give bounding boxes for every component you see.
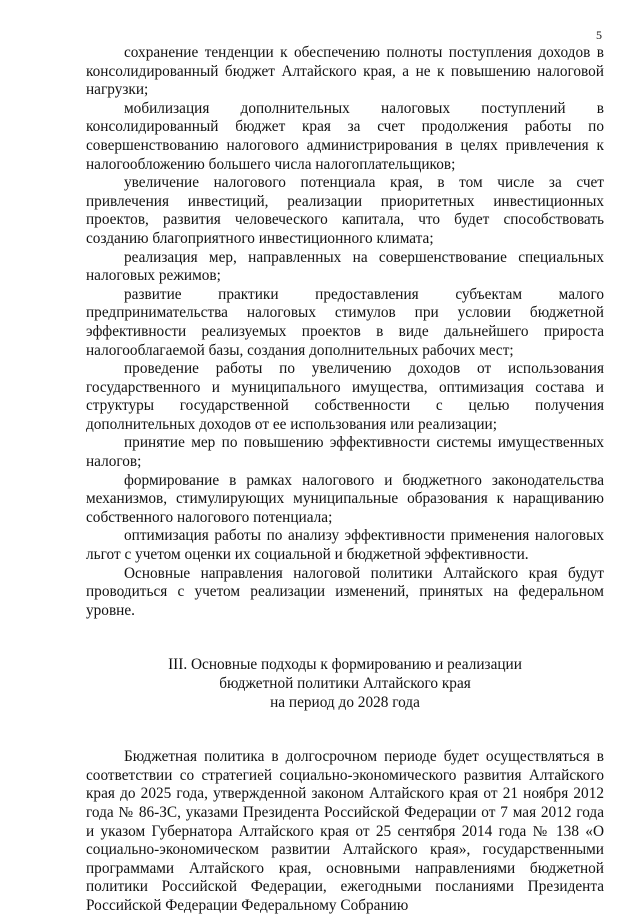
- paragraph: принятие мер по повышению эффективности системы имущественных налогов;: [86, 434, 604, 471]
- paragraph: сохранение тенденции к обеспечению полноты поступления доходов в консолидированный бюджет Алтайского края, а не к повышению налоговой нагрузки;: [86, 44, 604, 99]
- paragraph: Основные направления налоговой политики Алтайского края будут проводиться с учетом реализации изменений, принятых на федеральном уровне.: [86, 564, 604, 619]
- page-number: 5: [596, 28, 602, 42]
- document-body: [86, 44, 604, 916]
- paragraph: увеличение налогового потенциала края, в том числе за счет привлечения инвестиций, реализации приоритетных инвестиционных проектов, развития человеческого капитала, что будет способствовать созданию благоприятного инвестиционного климата;: [86, 174, 604, 247]
- paragraph: проведение работы по увеличению доходов от использования государственного и муниципального имущества, оптимизация состава и структуры государственной собственности с целью получения дополнительных доходов от ее использования или реализации;: [86, 360, 604, 433]
- section-heading: [86, 656, 604, 712]
- paragraph: реализация мер, направленных на совершенствование специальных налоговых режимов;: [86, 248, 604, 285]
- paragraph: оптимизация работы по анализу эффективности применения налоговых льгот с учетом оценки их социальной и бюджетной эффективности.: [86, 527, 604, 564]
- paragraph: развитие практики предоставления субъектам малого предпринимательства налоговых стимулов при условии бюджетной эффективности реализуемых проектов в виде дальнейшего прироста налогооблагаемой базы, создания дополнительных рабочих мест;: [86, 285, 604, 359]
- paragraph: мобилизация дополнительных налоговых поступлений в консолидированный бюджет края за счет продолжения работы по совершенствованию налогового администрирования в целях привлечения к налогообложению большего числа налогоплательщиков;: [86, 99, 604, 173]
- paragraph: Бюджетная политика в долгосрочном периоде будет осуществляться в соответствии со стратегией социально-экономического развития Алтайского края до 2025 года, утвержденной законом Алтайского края от 21 ноября 2012 года № 86-ЗС, указами Президента Российской Федерации от 7 мая 2012 года и указом Губернатора Алтайского края от 25 сентября 2014 года № 138 «О социально-экономическом развитии Алтайского края», государственными программами Алтайского края, основными направлениями бюджетной политики Российской Федерации, ежегодными посланиями Президента Российской Федерации Федеральному Собранию: [86, 748, 604, 914]
- paragraph: формирование в рамках налогового и бюджетного законодательства механизмов, стимулирующих муниципальные образования к наращиванию собственного налогового потенциала;: [86, 471, 604, 526]
- section-heading-line: бюджетной политики Алтайского края: [219, 675, 471, 692]
- section-heading-line: III. Основные подходы к формированию и реализации: [168, 656, 522, 674]
- section-heading-line: на период до 2028 года: [270, 693, 420, 711]
